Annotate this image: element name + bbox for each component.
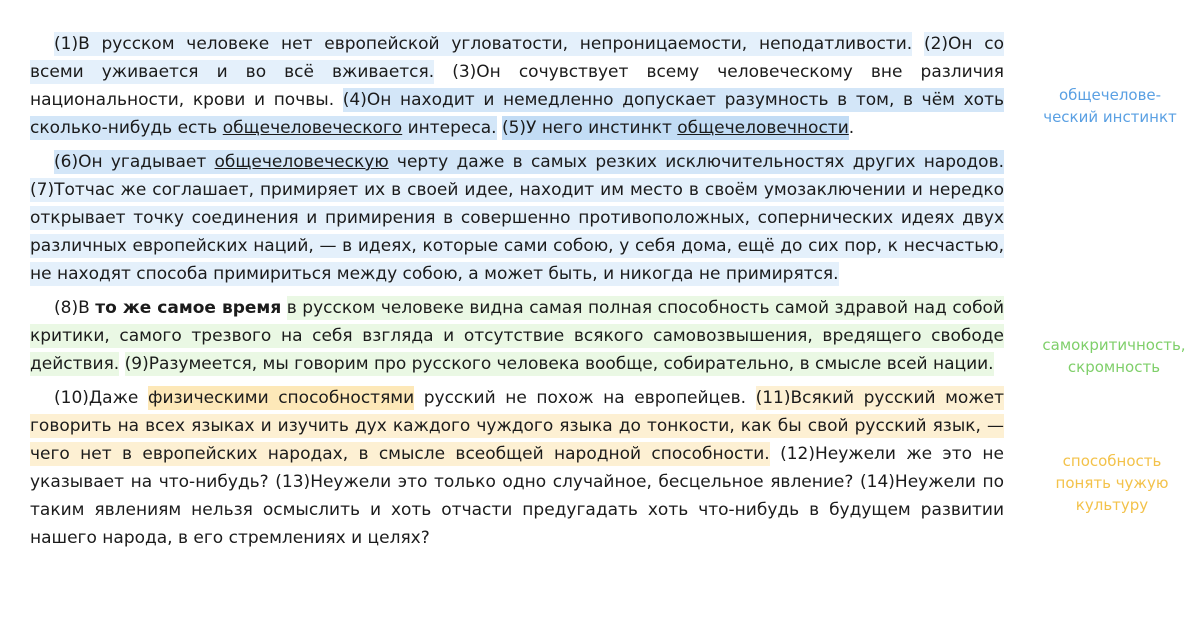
sentence-13: (13)Неужели это только одно случайное, бесцельное явление? [275, 472, 854, 492]
underlined-word: общечеловечности [677, 118, 849, 138]
sentence-5-end: . [848, 118, 855, 138]
highlighted-phrase: физическими способностями [147, 388, 415, 408]
sentence-7: (7)Тотчас же соглашает, примиряет их в своей идее, находит им место в своём умозаключении и нередко открывает точку соединения и примирения в совершенно противоположных, сопернических идеях двух различных европейских наций, — в идеях, которые сами собою, у себя дома, ещё до сих пор, к несчастью, не находят способа примириться между собою, а может быть, и никогда не примирятся. [30, 180, 1004, 284]
note-line: скромность [1067, 358, 1161, 376]
margin-note-blue [1030, 84, 1190, 128]
text-column [30, 30, 1004, 552]
sentence-2: (2)Он со всеми уживается и во всё вживается. [30, 34, 1005, 82]
note-line: ческий инстинкт [1043, 108, 1177, 126]
sentence-6-end: черту даже в самых резких исключительностях других народов. [396, 152, 1004, 172]
underlined-word: общечеловеческую [214, 152, 389, 172]
paragraph-4 [30, 384, 1004, 552]
note-line: понять чужую [1055, 474, 1169, 492]
sentence-6-start: (6)Он угадывает [54, 152, 207, 172]
sentence-5 [502, 116, 849, 140]
sentence-4-end: интереса. [407, 118, 497, 138]
sentence-10-rest: русский не похож на европейцев. [423, 388, 747, 408]
margin-note-yellow [1030, 450, 1194, 516]
sentence-9: (9)Разумеется, мы говорим про русского человека вообще, собирательно, в смысле всей нации. [124, 354, 994, 374]
paragraph-2 [30, 148, 1004, 288]
margin-note-green [1030, 334, 1198, 378]
bold-phrase: то же самое время [95, 298, 282, 318]
sentence-4-start: (4)Он находит и немедленно допускает разумность в том, в чём хоть сколько-нибудь есть [30, 90, 1005, 138]
sentence-5-start: (5)У него инстинкт [501, 118, 672, 138]
paragraph-1 [30, 30, 1004, 142]
underlined-word: общечеловеческого [222, 118, 403, 138]
sentence-14: (14)Неужели по таким явлениям нельзя осмыслить и хоть отчасти предугадать хоть что-нибудь в будущем развитии нашего народа, в его стремлениях и целях? [30, 472, 1005, 548]
note-line: культуру [1075, 496, 1149, 514]
sentence-1: (1)В русском человеке нет европейской угловатости, непроницаемости, неподатливости. [54, 34, 913, 54]
sentence-11: (11)Всякий русский может говорить на всех языках и изучить дух каждого чуждого языка до тонкости, как бы свой русский язык, — чего нет в европейских народах, в смысле всеобщей народной способности. [30, 388, 1005, 464]
note-line: способность [1062, 452, 1162, 470]
sentence-12: (12)Неужели же это не указывает на что-нибудь? [30, 444, 1004, 492]
sentence-8-start: (8)В [54, 298, 90, 318]
sentence-10-start: (10)Даже [54, 388, 139, 408]
sentence-6 [54, 150, 1004, 174]
note-line: общечелове- [1058, 86, 1162, 104]
sentence-3: (3)Он сочувствует всему человеческому вне различия национальности, крови и почвы. [30, 62, 1005, 110]
sentence-8-rest: в русском человеке видна самая полная способность самой здравой над собой критики, самого трезвого на себя взгляда и отсутствие всякого самовозвышения, вредящего свободе действия. [30, 298, 1004, 374]
paragraph-3 [30, 294, 1004, 378]
note-line: самокритичность, [1042, 336, 1186, 354]
